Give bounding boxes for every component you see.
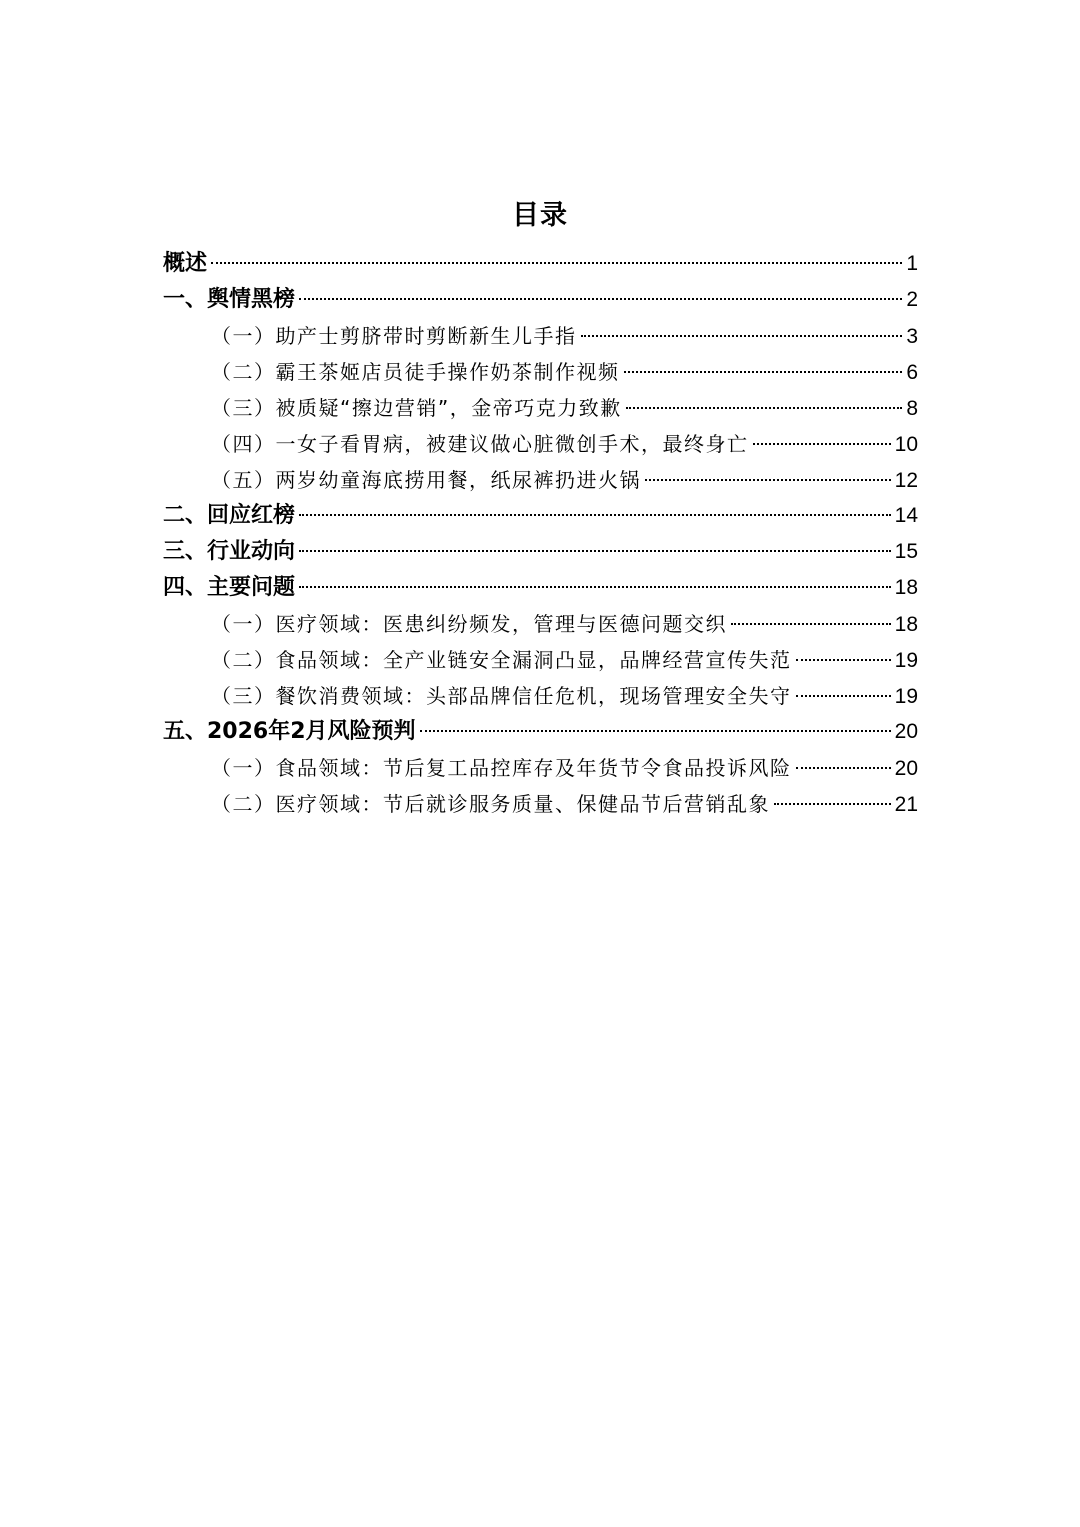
toc-entry-page: 3: [906, 325, 918, 348]
toc-entry-text: （一）医疗领域：医患纠纷频发，管理与医德问题交织: [211, 612, 727, 636]
toc-entry-page: 6: [906, 361, 918, 384]
toc-entry-page: 19: [894, 685, 918, 708]
dot-leader: [626, 407, 903, 409]
toc-entry-section-4[interactable]: [163, 570, 918, 606]
dot-leader: [581, 335, 903, 337]
toc-title: 目录: [512, 200, 568, 231]
toc-entry-text: （四）一女子看胃病，被建议做心脏微创手术，最终身亡: [211, 432, 749, 456]
toc-entry-text: 四、主要问题: [163, 575, 296, 600]
toc-entry-text: 三、行业动向: [163, 539, 296, 564]
toc-entry-text: （二）食品领域：全产业链安全漏洞凸显，品牌经营宣传失范: [211, 648, 792, 672]
toc-entry-section-1-5[interactable]: [211, 462, 918, 498]
toc-entry-text: （一）食品领域：节后复工品控库存及年货节令食品投诉风险: [211, 756, 792, 780]
toc-entry-text: （二）医疗领域：节后就诊服务质量、保健品节后营销乱象: [211, 792, 770, 816]
toc-entry-text: （三）被质疑“擦边营销”，金帝巧克力致歉: [211, 396, 622, 420]
toc-entry-text: （三）餐饮消费领域：头部品牌信任危机，现场管理安全失守: [211, 684, 792, 708]
toc-entry-page: 10: [894, 433, 918, 456]
toc-entry-section-1-4[interactable]: [211, 426, 918, 462]
dot-leader: [299, 586, 891, 588]
toc-entry-text: （五）两岁幼童海底捞用餐，纸尿裤扔进火锅: [211, 468, 641, 492]
dot-leader: [420, 730, 891, 732]
toc-entry-page: 21: [894, 793, 918, 816]
toc-entry-section-5[interactable]: [163, 714, 918, 750]
dot-leader: [796, 659, 891, 661]
toc-entry-section-5-2[interactable]: [211, 786, 918, 822]
dot-leader: [299, 550, 891, 552]
dot-leader: [774, 803, 891, 805]
toc-entry-text: 一、舆情黑榜: [163, 287, 296, 312]
dot-leader: [299, 298, 902, 300]
dot-leader: [624, 371, 903, 373]
dot-leader: [645, 479, 891, 481]
toc-entry-page: 19: [894, 649, 918, 672]
toc-entry-page: 8: [906, 397, 918, 420]
dot-leader: [796, 695, 891, 697]
toc-entry-page: 18: [894, 613, 918, 636]
toc-entry-page: 1: [906, 252, 918, 275]
toc-entry-text: （二）霸王茶姬店员徒手操作奶茶制作视频: [211, 360, 620, 384]
toc-entry-page: 15: [894, 540, 918, 563]
toc-entry-section-1-1[interactable]: [211, 318, 918, 354]
dot-leader: [753, 443, 891, 445]
toc-entry-page: 20: [894, 757, 918, 780]
toc-entry-section-1[interactable]: [163, 282, 918, 318]
toc-entry-text: （一）助产士剪脐带时剪断新生儿手指: [211, 324, 577, 348]
toc-entry-overview[interactable]: [163, 246, 918, 282]
toc-entry-section-1-2[interactable]: [211, 354, 918, 390]
toc-entry-text: 五、2026年2月风险预判: [163, 719, 416, 744]
dot-leader: [299, 514, 891, 516]
toc-entry-section-5-1[interactable]: [211, 750, 918, 786]
toc-entry-section-2[interactable]: [163, 498, 918, 534]
toc-entry-section-3[interactable]: [163, 534, 918, 570]
toc-entry-text: 二、回应红榜: [163, 503, 296, 528]
toc-entry-page: 12: [894, 469, 918, 492]
toc-entry-section-4-2[interactable]: [211, 642, 918, 678]
toc-entry-page: 18: [894, 576, 918, 599]
dot-leader: [731, 623, 891, 625]
toc-entry-page: 2: [906, 288, 918, 311]
toc-entry-section-1-3[interactable]: [211, 390, 918, 426]
dot-leader: [796, 767, 891, 769]
toc-entry-page: 14: [894, 504, 918, 527]
toc-entry-text: 概述: [163, 251, 208, 276]
toc-entry-page: 20: [894, 720, 918, 743]
dot-leader: [211, 262, 902, 264]
toc-entry-section-4-1[interactable]: [211, 606, 918, 642]
toc-entry-section-4-3[interactable]: [211, 678, 918, 714]
